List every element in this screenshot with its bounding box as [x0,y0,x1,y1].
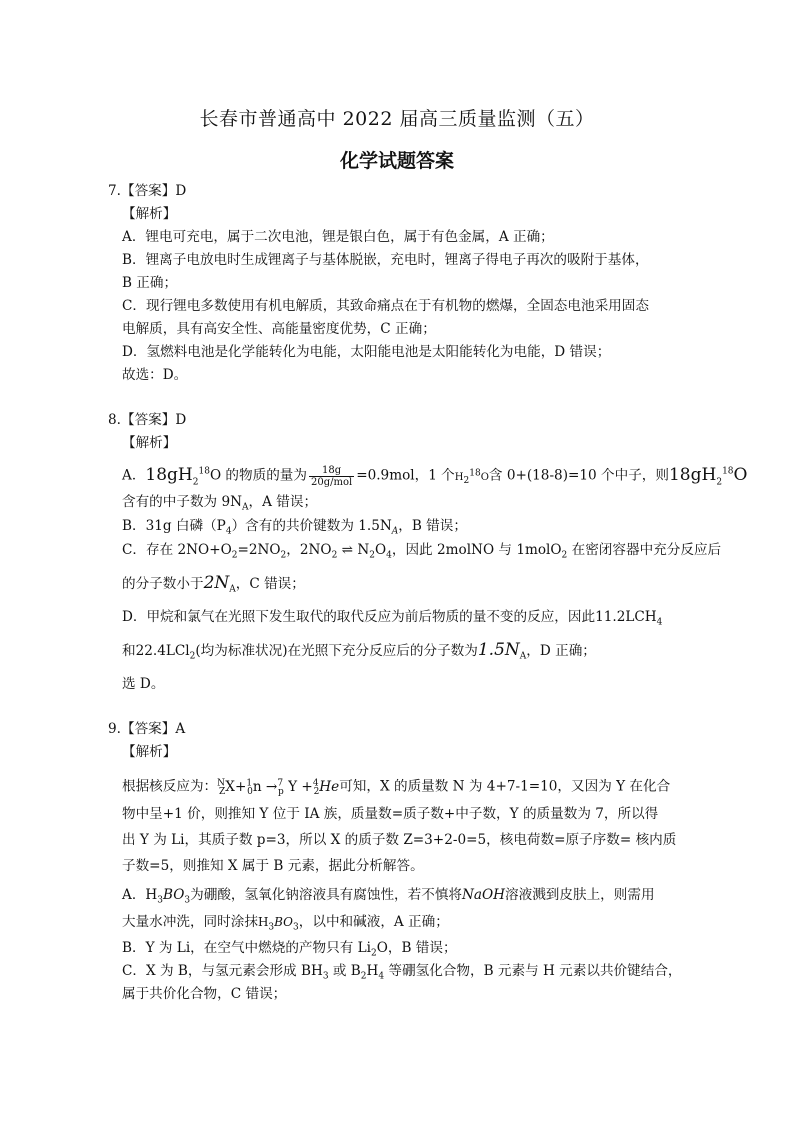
q9-answer: 9.【答案】A [108,721,186,737]
q8-option-b: B．31g 白磷$(P_4)$含有的共价键数为 $1.5N_A$，B 错误； [122,518,467,537]
q8-answer: 8.【答案】D [108,412,187,428]
q7-line: 故选：D。 [122,367,188,383]
q9-analysis-label: 【解析】 [122,744,177,760]
q8-option-a-line2: 含有的中子数为 $9N_A$，A 错误； [122,494,318,513]
q9-intro-line: 物中呈+1 价，则推知 Y 位于 IA 族，质量数=质子数+中子数，Y 的质量数为 7，所以得 [122,806,659,822]
q9-option-a-line1: A．$H_3BO_3$为硼酸，氢氧化钠溶液具有腐蚀性，若不慎将NaOH溶液溅到皮肤上，则需用 [122,887,655,906]
q7-line: B 正确； [122,275,178,291]
q9-option-b: B．Y 为 Li，在空气中燃烧的产物只有 $Li_2O$，B 错误； [122,940,457,959]
page-title: 长春市普通高中 2022 届高三质量监测（五） [199,108,595,130]
nuclear-equation: $^N_Z$X+$^1_0$n →$^7_p$ Y +$^4_2$He [217,778,340,798]
q7-answer: 7.【答案】D [108,183,187,199]
molar-fraction: $\frac{18g}{\text{20g/mol}}$ [310,464,353,488]
page-subtitle: 化学试题答案 [339,150,454,172]
formula-h3bo3: $H_3BO_3$ [145,887,191,906]
q9-option-c-line2: 属于共价化合物，C 错误； [122,986,287,1002]
q7-line: A．锂电可充电，属于二次电池，锂是银白色，属于有色金属，A 正确； [122,229,554,245]
q7-analysis-label: 【解析】 [122,206,177,222]
q8-analysis-label: 【解析】 [122,435,177,451]
q8-conclusion: 选 D。 [122,676,165,692]
q7-line: C．现行锂电多数使用有机电解质，其致命痛点在于有机物的燃爆，全固态电池采用固态 [122,298,649,314]
q9-option-c-line1: C．X 为 B，与氢元素会形成 $BH_3$ 或 $B_2H_4$ 等硼氢化合物，B 元素与 H 元素以共价键结合， [122,963,682,982]
formula-h2o18: $18gH_2^{18}$ [145,464,210,488]
q9-intro-line: 子数=5，则推知 X 属于 B 元素，据此分析解答。 [122,858,424,874]
q9-intro-line1: 根据核反应为：$^N_Z$X+$^1_0$n →$^7_p$ Y +$^4_2$He可知，X 的质量数 N 为 4+7-1=10，又因为 Y 在化合 [122,778,671,798]
q8-option-c-line2: 的分子数小于$2N_A$，C 错误； [122,573,305,595]
q8-option-d-line1: D．甲烷和氯气在光照下发生取代的取代反应为前后物质的量不变的反应，因此$11.2LCH_4$ [122,609,663,628]
q9-option-a-line2: 大量水冲洗，同时涂抹$H_3BO_3$，以中和碱液，A 正确； [122,914,449,933]
q9-intro-line: 出 Y 为 Li，其质子数 p=3，所以 X 的质子数 Z=3+2-0=5，核电荷数=原子序数= 核内质 [122,832,677,848]
q8-option-c-line1: C．存在 $2NO+O_2=2NO_2$，$2NO_2$ ⇌ $N_2O_4$，因此 2molNO 与 1molO$_2$ 在密闭容器中充分反应后 [122,542,722,561]
q8-option-d-line2: 和22.4LCl$_2$(均为标准状况)在光照下充分反应后的分子数为$1.5N_A$，D 正确； [122,640,596,662]
q7-line: 电解质，具有高安全性、高能量密度优势，C 正确； [122,321,436,337]
q7-line: B．锂离子电放电时生成锂离子与基体脱嵌，充电时，锂离子得电子再次的吸附于基体， [122,252,649,268]
q7-line: D．氢燃料电池是化学能转化为电能，太阳能电池是太阳能转化为电能，D 错误； [122,344,611,360]
q8-option-a-line1: A．$18gH_2^{18}O$ 的物质的量为 $\frac{18g}{\text{20g/mol}}$ =0.9mol，1 个$H_2^{18}O$含 0+(18-8)=10 个中子，则$18gH_2^{18}O$ [122,464,748,488]
